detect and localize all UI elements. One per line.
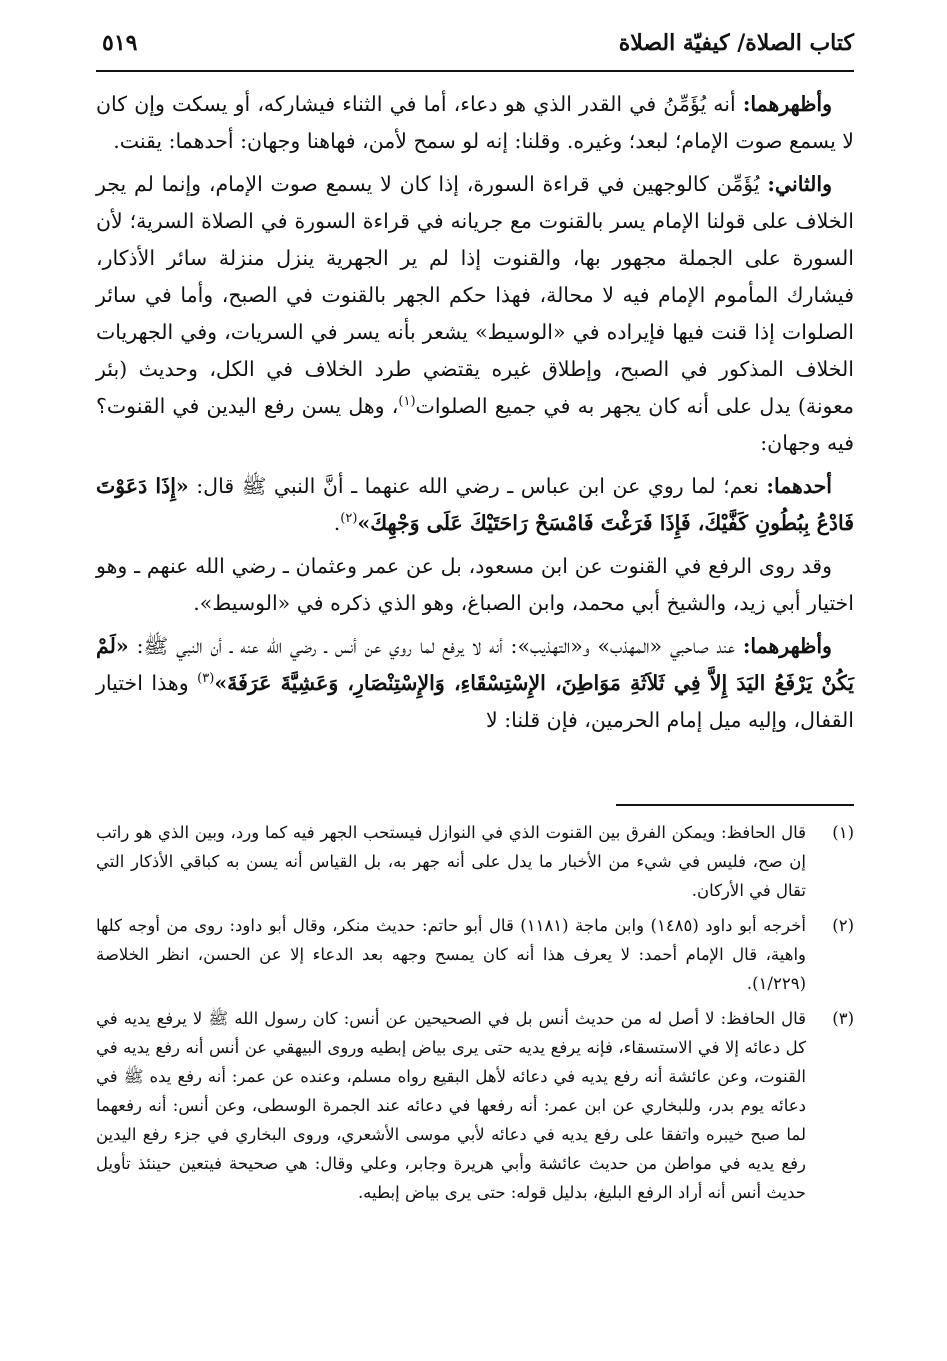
footnote-1 — [96, 818, 854, 905]
paragraph-text: نعم؛ لما روي عن ابن عباس ـ رضي الله عنهما ـ أنَّ النبي ﷺ قال: — [196, 474, 759, 498]
header-divider — [96, 70, 854, 72]
paragraph-text: أنه يُؤَمِّنُ في القدر الذي هو دعاء، أما في الثناء فيشاركه، أو يسكت وإن كان لا يسمع صوت الإمام؛ لبعد؛ وغيره. وقلنا: إنه لو سمح لأمن، فهاهنا وجهان: أحدهما: يقنت. — [96, 92, 854, 153]
footnote-ref-3: (٣) — [197, 671, 215, 687]
hadith-quote: «لَمْ يَكُنْ يَرْفَعُ اليَدَ إِلاَّ فِي ثَلاَثَةِ مَوَاطِنَ، الإِسْتِسْقَاءِ، وَالإِسْتِنْصَارِ، وَعَشِيَّةَ عَرَفَةَ» — [96, 634, 854, 695]
footnote-number: (١) — [832, 823, 854, 842]
paragraph-lead: أحدهما: — [766, 474, 832, 498]
main-text — [96, 86, 854, 745]
running-header — [96, 22, 854, 66]
chapter-title: كتاب الصلاة/ كيفيّة الصلاة — [618, 30, 854, 56]
footnote-text: أخرجه أبو داود (١٤٨٥) وابن ماجة (١١٨١) قال أبو حاتم: حديث منكر، وقال أبو داود: روى من أوجه كلها واهية، قال الإمام أحمد: لا يعرف هذا أنه كان يمسح وجهه بعد الدعاء إلا عن الحسن، انظر الخلاصة (١/٢٢٩). — [96, 916, 807, 993]
paragraph-lead: والثاني: — [767, 172, 832, 196]
footnote-text: قال الحافظ: ويمكن الفرق بين القنوت الذي في النوازل فيستحب الجهر فيه كما ورد، وبين الذي هو راتب إن صح، فليس في شيء من الأخبار ما يدل على أنه جهر به، بل القياس أنه يسن به كباقي الأذكار التي تقال في الأركان. — [96, 823, 806, 900]
footnote-ref-2: (٢) — [340, 511, 358, 527]
paragraph-5 — [96, 628, 854, 739]
paragraph-1 — [96, 86, 854, 160]
paragraph-3 — [96, 468, 854, 542]
page-number: ٥١٩ — [102, 30, 138, 56]
footnote-3 — [96, 1004, 854, 1207]
footnote-number: (٢) — [832, 916, 854, 935]
footnote-divider — [616, 804, 854, 806]
hadith-quote: «إِذَا دَعَوْتَ فَادْعُ بِبُطُونِ كَفَّيْكَ، فَإِذَا فَرَغْتَ فَامْسَحْ رَاحَتَيْكَ عَلَى وَجْهِكَ» — [96, 474, 854, 535]
paragraph-text: يُؤَمِّن كالوجهين في قراءة السورة، إذا كان لا يسمع صوت الإمام، وإنما لم يجر الخلاف على قولنا الإمام يسر بالقنوت مع جريانه في قراءة السورة في الصلاة السرية؛ لأن السورة على الجملة مجهور بها، والقنوت إذا لم ير الجهرية ينزل منزلة سائر الأذكار، فيشارك المأموم الإمام فيه لا محالة، فهذا حكم الجهر بالقنوت في الصبح، وأما في سائر الصلوات إذا قنت فيها فإيراده في «الوسيط» يشعر بأنه يسر في السريات، وفي الجهريات الخلاف المذكور في الصبح، وإطلاق غيره يقتضي طرد الخلاف في الكل، وحديث (بئر معونة) يدل على أنه كان يجهر به في جميع الصلوات — [96, 172, 855, 418]
footnotes — [96, 818, 854, 1213]
paragraph-text: وقد روى الرفع في القنوت عن ابن مسعود، بل عن عمر وعثمان ـ رضي الله عنهم ـ وهو اختيار أبي زيد، والشيخ أبي محمد، وابن الصباغ، وهو الذي ذكره في «الوسيط». — [96, 554, 854, 615]
footnote-ref-1: (١) — [398, 394, 416, 410]
paragraph-tail: ، وهل يسن رفع اليدين في القنوت؟ فيه وجهان: — [96, 394, 854, 455]
paragraph-4 — [96, 548, 854, 622]
paragraph-lead: وأظهرهما: — [742, 634, 832, 658]
paragraph-2 — [96, 166, 854, 462]
paragraph-lead: وأظهرهما: — [742, 92, 832, 116]
paragraph-tail: . — [333, 511, 341, 535]
footnote-text: قال الحافظ: لا أصل له من حديث أنس بل في الصحيحين عن أنس: كان رسول الله ﷺ لا يرفع يديه في كل دعائه إلا في الاستسقاء، فإنه يرفع يديه حتى يرى بياض إبطيه وروى البيهقي عن أنس أنه رفع يديه في القنوت، وعن عائشة أنه رفع يديه في دعائه لأهل البقيع رواه مسلم، وعنده عن عمر: أنه رفع يده ﷺ في دعائه يوم بدر، وللبخاري عن ابن عمر: أنه رفعها في دعائه عند الجمرة الوسطى، وعن أنس: أنه رفعهما لما صبح خيبره واتفقا على رفع يديه في دعائه لأبي موسى الأشعري، وروى البخاري في جزء رفع اليدين رفع يديه في مواطن من حديث عائشة وأبي هريرة وجابر، وعلي وقال: هي صحيحة فيتعين حينئذ تأويل حديث أنس أنه أراد الرفع البليغ، بدليل قوله: حتى يرى بياض إبطيه. — [96, 1009, 806, 1202]
paragraph-text: عند صاحبي «المهذب» و«التهذيب»: أنه لا يرفع لما روي عن أنس ـ رضي الله عنه ـ أن النبي ﷺ: — [136, 634, 735, 658]
paragraph-tail: وهذا اختيار القفال، وإليه ميل إمام الحرمين، فإن قلنا: لا — [96, 671, 854, 732]
footnote-number: (٣) — [832, 1009, 854, 1028]
footnote-2 — [96, 911, 854, 998]
